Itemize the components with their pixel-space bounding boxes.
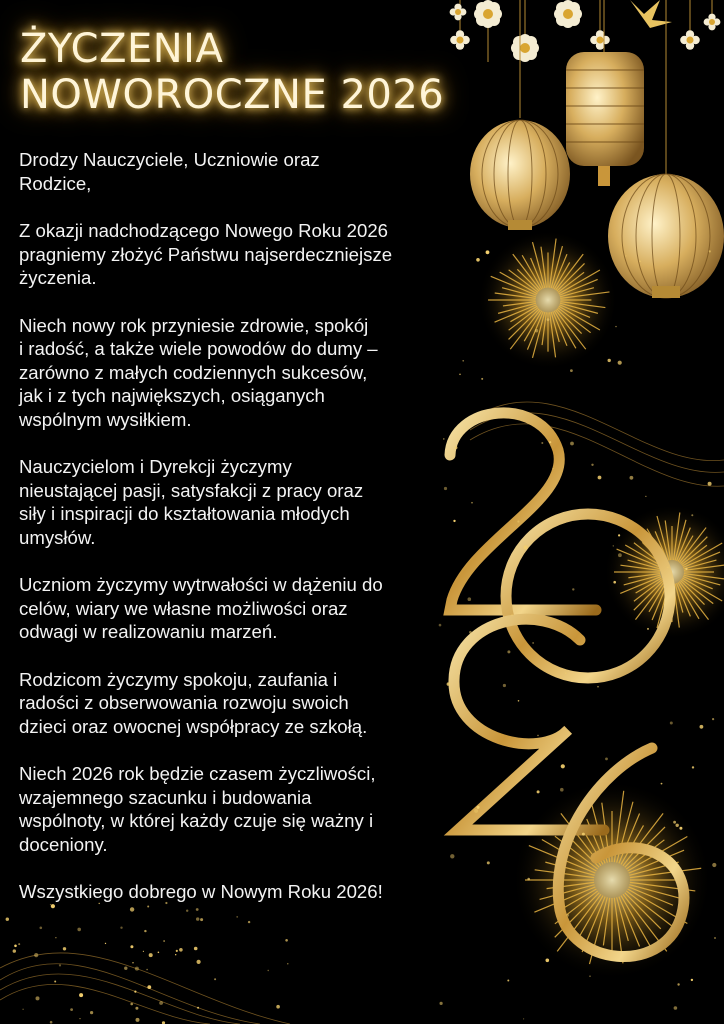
paragraph-students: Uczniom życzymy wytrwałości w dążeniu do celów, wiary we własne możliwości oraz odwagi w realizowaniu marzeń. — [19, 574, 383, 642]
paper-lantern-icon — [566, 0, 644, 186]
title-line-1: ŻYCZENIA — [20, 26, 224, 72]
title-line-2: NOWOROCZNE 2026 — [20, 72, 445, 118]
paper-lantern-icon — [470, 0, 570, 230]
paragraph-salutation: Drodzy Nauczyciele, Uczniowie oraz Rodzice, — [19, 149, 320, 194]
paragraph-final-wish: Wszystkiego dobrego w Nowym Roku 2026! — [19, 881, 383, 902]
paragraph-closing: Niech 2026 rok będzie czasem życzliwości, wzajemnego szacunku i budowania wspólnoty, w której każdy czuje się ważny i doceniony. — [19, 763, 376, 855]
paragraph-intro: Z okazji nadchodzącego Nowego Roku 2026 pragniemy złożyć Państwu najserdeczniejsze życzenia. — [19, 220, 393, 288]
paragraph-teachers: Nauczycielom i Dyrekcji życzymy nieustającej pasji, satysfakcji z pracy oraz siły i inspiracji do kształtowania młodych umysłów. — [19, 456, 364, 548]
greeting-body — [19, 148, 459, 928]
page-title — [20, 26, 480, 118]
paragraph-parents: Rodzicom życzymy spokoju, zaufania i radości z obserwowania rozwoju swoich dzieci oraz owocnej współpracy ze szkołą. — [19, 668, 368, 737]
paragraph-wishes: Niech nowy rok przyniesie zdrowie, spokój i radość, a także wiele powodów do dumy – zarówno z małych codziennych sukcesów, jak i z tych największych, osiąganych wspólnym wysiłkiem. — [19, 314, 378, 430]
